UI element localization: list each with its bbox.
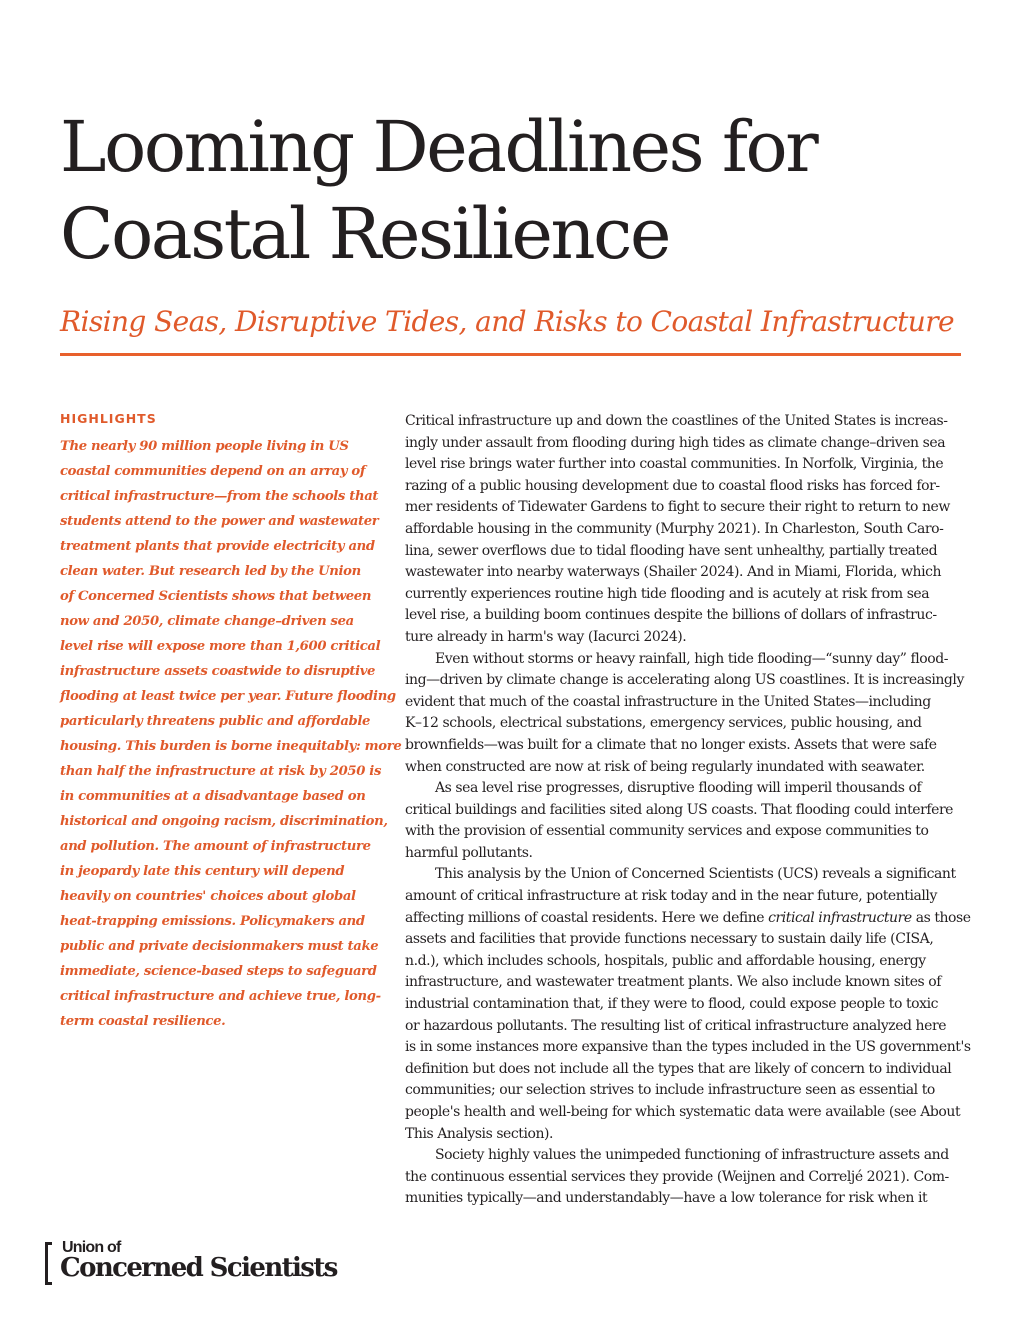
- body-line: definition but does not include all the types that are likely of concern to individual: [405, 1060, 952, 1077]
- body-line: is in some instances more expansive than the types included in the US government's: [405, 1039, 971, 1056]
- highlights-line: in communities at a disadvantage based on: [60, 789, 366, 804]
- highlights-line: housing. This burden is borne inequitably: more: [60, 739, 402, 754]
- body-line: level rise brings water further into coastal communities. In Norfolk, Virginia, the: [405, 456, 944, 473]
- highlights-line: in jeopardy late this century will depend: [60, 864, 345, 879]
- highlights-line: public and private decisionmakers must take: [60, 939, 379, 954]
- body-line: ture already in harm's way (Iacurci 2024).: [405, 628, 687, 645]
- highlights-line: particularly threatens public and affordable: [60, 714, 371, 729]
- highlights-heading: HIGHLIGHTS: [60, 411, 157, 426]
- body-line: This analysis by the Union of Concerned Scientists (UCS) reveals a significant: [435, 866, 956, 883]
- body-line: As sea level rise progresses, disruptive flooding will imperil thousands of: [435, 780, 922, 797]
- body-line: razing of a public housing development due to coastal flood risks has forced for-: [405, 477, 940, 494]
- highlights-line: term coastal resilience.: [60, 1014, 226, 1029]
- title-line-1: Looming Deadlines for: [60, 106, 817, 188]
- body-line: n.d.), which includes schools, hospitals, public and affordable housing, energy: [405, 952, 926, 969]
- highlights-line: The nearly 90 million people living in US: [60, 439, 349, 454]
- body-text: [405, 411, 971, 1210]
- body-line: level rise, a building boom continues despite the billions of dollars of infrastruc-: [405, 607, 937, 624]
- body-line: affecting millions of coastal residents. Here we define critical infrastructure as those: [405, 909, 971, 926]
- highlights-line: than half the infrastructure at risk by 2050 is: [60, 764, 382, 779]
- body-line: harmful pollutants.: [405, 844, 533, 861]
- highlights-line: students attend to the power and wastewater: [60, 514, 379, 529]
- title-line-2: Coastal Resilience: [60, 193, 670, 275]
- logo-line-1: Union of: [62, 1239, 121, 1256]
- highlights-line: now and 2050, climate change–driven sea: [60, 614, 354, 629]
- body-line: communities; our selection strives to include infrastructure seen as essential to: [405, 1082, 935, 1099]
- body-line: K–12 schools, electrical substations, emergency services, public housing, and: [405, 715, 922, 732]
- page-subtitle: Rising Seas, Disruptive Tides, and Risks to Coastal Infrastructure: [60, 305, 954, 338]
- highlights-line: heat-trapping emissions. Policymakers and: [60, 914, 365, 929]
- body-line: currently experiences routine high tide flooding and is acutely at risk from sea: [405, 585, 930, 602]
- highlights-line: treatment plants that provide electricity and: [60, 539, 375, 554]
- body-line: Critical infrastructure up and down the coastlines of the United States is increas-: [405, 413, 948, 429]
- highlights-line: coastal communities depend on an array of: [60, 464, 366, 479]
- body-line: with the provision of essential community services and expose communities to: [405, 823, 929, 840]
- highlights-line: level rise will expose more than 1,600 critical: [60, 639, 381, 654]
- body-line: people's health and well-being for which systematic data were available (see About: [405, 1104, 961, 1120]
- body-line: munities typically—and understandably—have a low tolerance for risk when it: [405, 1190, 928, 1207]
- highlights-line: flooding at least twice per year. Future flooding: [60, 689, 396, 704]
- body-line: evident that much of the coastal infrastructure in the United States—including: [405, 693, 931, 710]
- highlights-line: infrastructure assets coastwide to disruptive: [60, 664, 376, 679]
- highlights-line: of Concerned Scientists shows that between: [60, 589, 372, 604]
- body-line: or hazardous pollutants. The resulting list of critical infrastructure analyzed here: [405, 1017, 947, 1034]
- page-title: [60, 104, 960, 278]
- body-line: Even without storms or heavy rainfall, high tide flooding—“sunny day” flood-: [435, 650, 948, 667]
- highlights-line: critical infrastructure and achieve true, long-: [60, 989, 381, 1004]
- body-line: Society highly values the unimpeded functioning of infrastructure assets and: [435, 1147, 949, 1164]
- ucs-logo: [40, 1238, 370, 1288]
- highlights-line: historical and ongoing racism, discrimination,: [60, 814, 388, 829]
- body-line: critical buildings and facilities sited along US coasts. That flooding could interfere: [405, 801, 954, 818]
- body-line: assets and facilities that provide functions necessary to sustain daily life (CISA,: [405, 931, 934, 948]
- body-line: ingly under assault from flooding during high tides as climate change–driven sea: [405, 434, 946, 451]
- body-line: affordable housing in the community (Murphy 2021). In Charleston, South Caro-: [405, 520, 944, 537]
- highlights-line: heavily on countries' choices about global: [60, 889, 356, 904]
- body-line: brownfields—was built for a climate that no longer exists. Assets that were safe: [405, 736, 937, 753]
- body-line: amount of critical infrastructure at risk today and in the near future, potentially: [405, 888, 937, 905]
- body-line: infrastructure, and wastewater treatment plants. We also include known sites of: [405, 974, 941, 991]
- logo-bracket-icon: [45, 1242, 52, 1285]
- body-line: the continuous essential services they provide (Weijnen and Correljé 2021). Com-: [405, 1168, 949, 1185]
- body-line: mer residents of Tidewater Gardens to fight to secure their right to return to new: [405, 499, 950, 516]
- body-line: ing—driven by climate change is accelerating along US coastlines. It is increasingly: [405, 672, 964, 689]
- body-line: industrial contamination that, if they were to flood, could expose people to toxic: [405, 996, 938, 1013]
- body-line: when constructed are now at risk of being regularly inundated with seawater.: [405, 758, 925, 775]
- highlights-line: clean water. But research led by the Union: [60, 564, 361, 579]
- highlights-sidebar: [60, 410, 402, 1034]
- highlights-line: immediate, science-based steps to safeguard: [60, 964, 377, 979]
- highlights-line: critical infrastructure—from the schools that: [60, 489, 379, 504]
- title-divider: [60, 353, 961, 356]
- highlights-line: and pollution. The amount of infrastructure: [60, 839, 371, 854]
- highlights-text: [60, 434, 402, 1034]
- body-line: wastewater into nearby waterways (Shailer 2024). And in Miami, Florida, which: [405, 564, 942, 581]
- body-line: This Analysis section).: [405, 1125, 554, 1142]
- logo-line-2: Concerned Scientists: [60, 1253, 337, 1283]
- body-line: lina, sewer overflows due to tidal flooding have sent unhealthy, partially treated: [405, 542, 938, 559]
